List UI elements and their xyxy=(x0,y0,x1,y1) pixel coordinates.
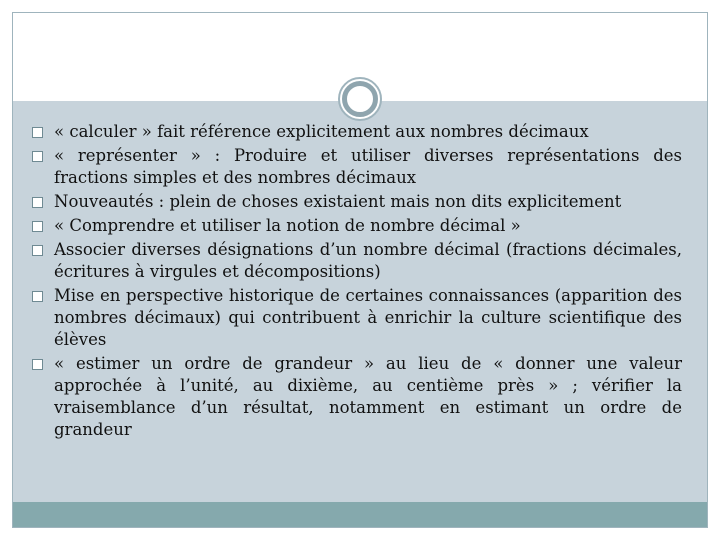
square-bullet-icon xyxy=(32,197,43,208)
square-bullet-icon xyxy=(32,359,43,370)
circle-ornament-ring xyxy=(342,81,378,117)
bullet-text: « représenter » : Produire et utiliser diverses représentations des fractions simples et des nombres décimaux xyxy=(54,146,682,187)
bullet-text: Mise en perspective historique de certaines connaissances (apparition des nombres décimaux) qui contribuent à enrichir la culture scientifique des élèves xyxy=(54,286,682,349)
square-bullet-icon xyxy=(32,245,43,256)
bullet-item xyxy=(32,121,682,143)
square-bullet-icon xyxy=(32,151,43,162)
bullet-text: Nouveautés : plein de choses existaient mais non dits explicitement xyxy=(54,192,622,211)
bullet-text: « Comprendre et utiliser la notion de nombre décimal » xyxy=(54,216,521,235)
bullet-item xyxy=(32,191,682,213)
bullet-item xyxy=(32,215,682,237)
bullet-item xyxy=(32,239,682,283)
bullet-item xyxy=(32,353,682,441)
square-bullet-icon xyxy=(32,221,43,232)
bullet-text: « calculer » fait référence explicitement aux nombres décimaux xyxy=(54,122,589,141)
bullet-list xyxy=(32,121,682,443)
bullet-text: Associer diverses désignations d’un nombre décimal (fractions décimales, écritures à virgules et décompositions) xyxy=(54,240,682,281)
bullet-item xyxy=(32,285,682,351)
bullet-text: « estimer un ordre de grandeur » au lieu de « donner une valeur approchée à l’unité, au dixième, au centième près » ; vérifier la vraisemblance d’un résultat, notamment en estimant un ordre de grandeur xyxy=(54,354,682,439)
square-bullet-icon xyxy=(32,127,43,138)
bullet-item xyxy=(32,145,682,189)
square-bullet-icon xyxy=(32,291,43,302)
